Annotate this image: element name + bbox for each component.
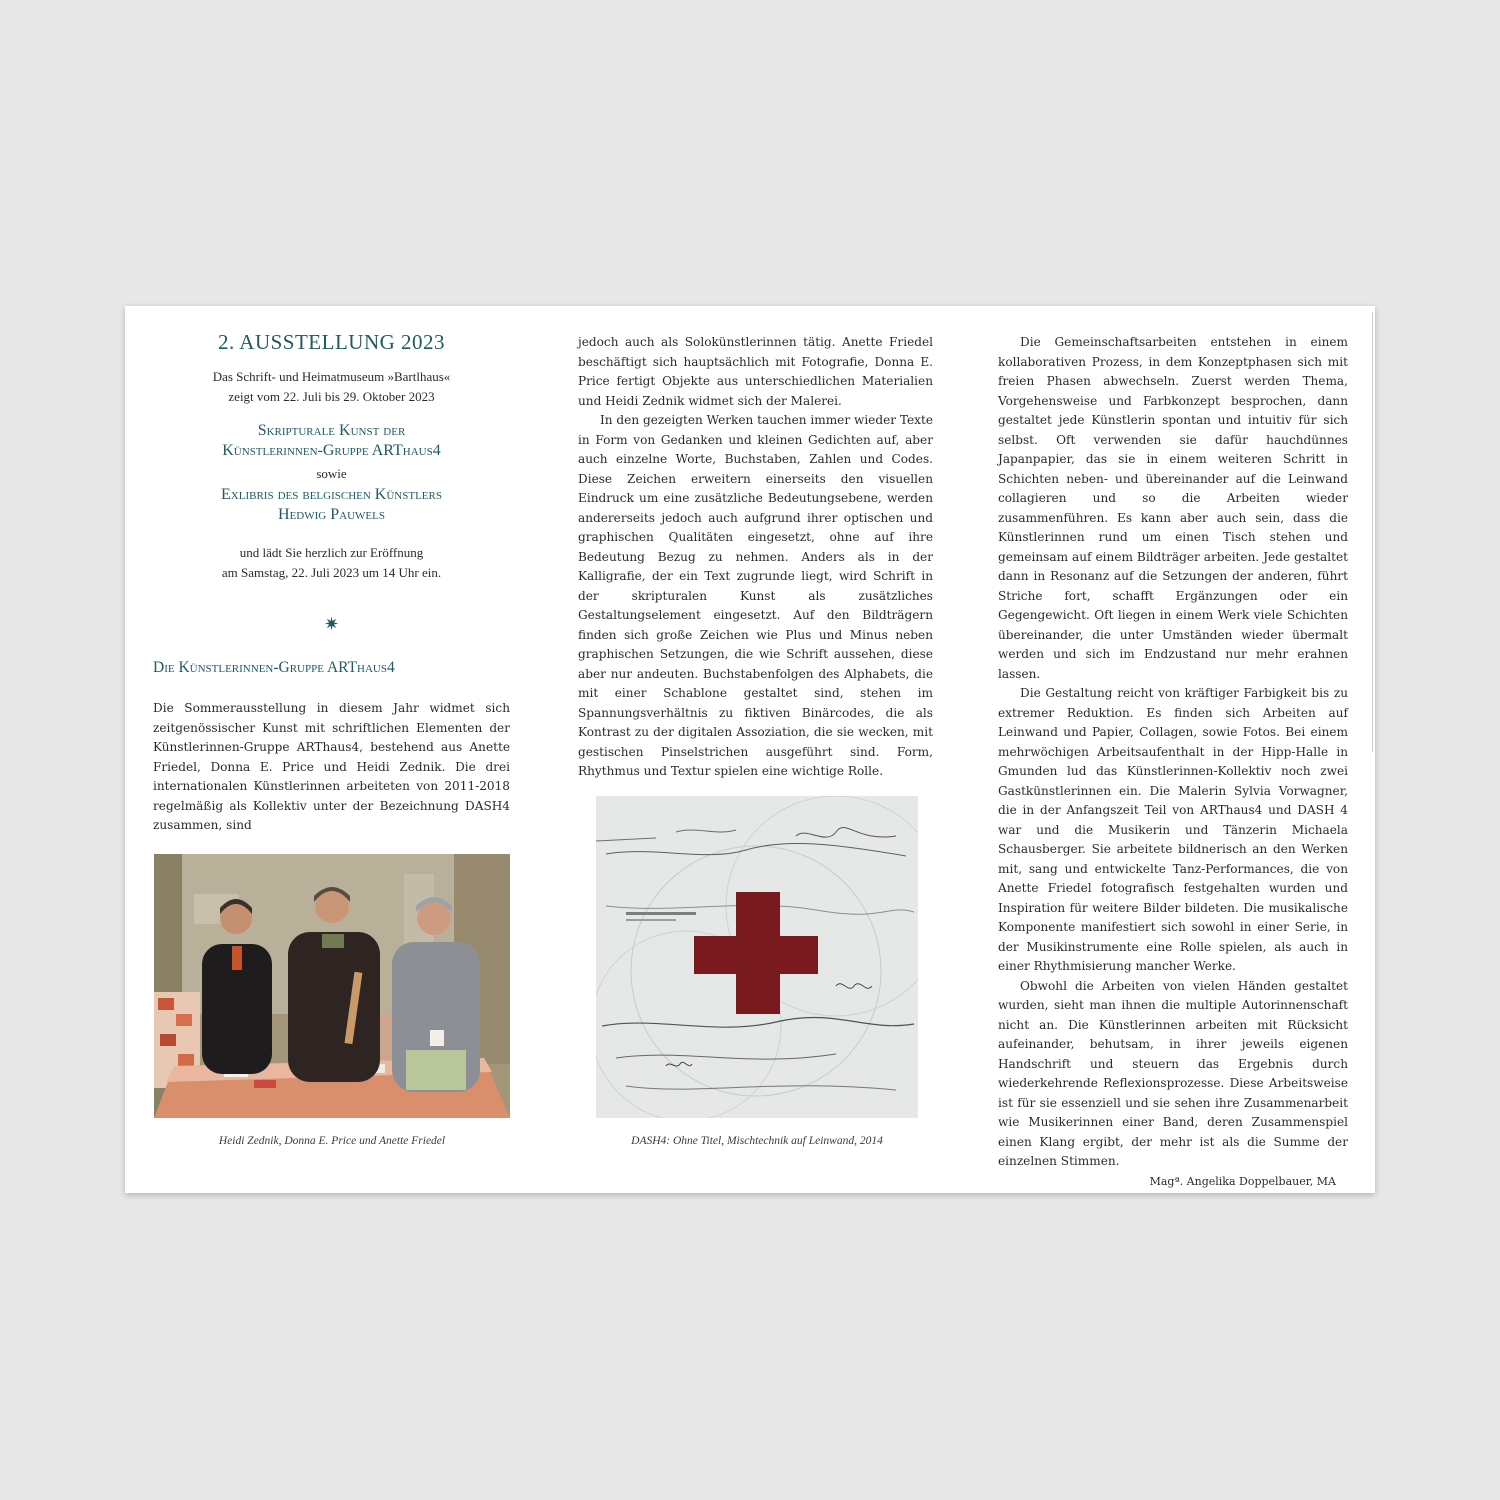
title1-line2: Künstlerinnen-Gruppe ARThaus4 [222, 442, 441, 459]
title1-line1: Skripturale Kunst der [257, 422, 406, 439]
title2-line2: Hedwig Pauwels [278, 506, 385, 523]
artists-photo [154, 854, 510, 1118]
page-edge [1372, 312, 1373, 752]
right-paragraph-3: Obwohl die Arbeiten von vielen Händen gestaltet wurden, sieht man ihnen die multiple Autorinnenschaft nicht an. Die Künstlerinnen arbeiten mit Rücksicht aufeinander, behutsam, in ihrer jeweils eigenen Handschrift und steuern das Ergebnis durch wiederkehrende Reflexionsprozesse. Diese Arbeitsweise ist für sie essenziell und sie sehen ihre Zusammenarbeit wie Musikerinnen einer Band, deren Zusammenspiel einen Klang ergibt, der mehr ist als die Summe der einzelnen Stimmen. [998, 978, 1348, 1168]
artwork-caption: DASH4: Ohne Titel, Mischtechnik auf Leinwand, 2014 [631, 1135, 883, 1147]
column-middle [578, 333, 933, 782]
museum-intro-line2: zeigt vom 22. Juli bis 29. Oktober 2023 [228, 388, 435, 404]
title2-line1: Exlibris des belgischen Künstlers [221, 486, 442, 503]
invite-line1: und lädt Sie herzlich zur Eröffnung [239, 545, 424, 560]
column-right [998, 333, 1348, 1188]
star-ornament-icon: ✷ [323, 614, 340, 634]
author-signature: Magª. Angelika Doppelbauer, MA [1149, 1174, 1336, 1188]
artists-photo-caption: Heidi Zednik, Donna E. Price und Anette Friedel [218, 1135, 446, 1147]
brochure-spread [125, 306, 1375, 1193]
column-left [153, 330, 510, 836]
right-paragraph-2: Die Gestaltung reicht von kräftiger Farbigkeit bis zu extremer Reduktion. Es finden sich Arbeiten auf Leinwand und Papier, Collagen, sowie Fotos. Bei einem mehrwöchigen Arbeitsaufenthalt in der Hipp-Halle in Gmunden lud das Künstlerinnen-Kollektiv noch zwei Gastkünstlerinnen ein. Die Malerin Sylvia Vorwagner, die in der Anfangszeit Teil von ARThaus4 und DASH 4 war und die Musikerin und Tänzerin Michaela Schausberger. Sie arbeitete bildnerisch an den Werken mit, sang und entwickelte Tanz-Performances, die von Anette Friedel fotografisch festgehalten wurden und Inspiration für weitere Bilder bildeten. Die musikalische Komponente manifestiert sich sowohl in einer Serie, in der Musikinstrumente eine Rolle spielen, als auch in einer Rhythmisierung mancher Werke. [998, 686, 1348, 973]
middle-paragraph-2: In den gezeigten Werken tauchen immer wieder Texte in Form von Gedanken und kleinen Gedichten auf, aber auch einzelne Worte, Buchstaben, Zahlen und Codes. Diese Zeichen erweitern einerseits den visuellen Eindruck um eine zusätzliche Bedeutungsebene, werden andererseits jedoch auch aufgrund ihrer optischen und graphischen Qualitäten eingesetzt, ohne auf ihre Bedeutung Bezug zu nehmen. Anders als in der Kalligrafie, der ein Text zugrunde liegt, wird Schrift in der skripturalen Kunst als zusätzliches Gestaltungselement eingesetzt. Auf den Bildträgern finden sich große Zeichen wie Plus und Minus neben graphischen Setzungen, die wie Schrift aussehen, diese aber nur andeuten. Buchstabenfolgen des Alphabets, die mit einer Schablone gestaltet sind, stehen im Spannungsverhältnis zu fiktiven Binärcodes, die als Kontrast zu der digitalen Assoziation, die sie wecken, mit gestischen Pinselstrichen ausgeführt sind. Form, Rhythmus und Textur spielen eine wichtige Rolle. [578, 413, 933, 778]
invite-line2: am Samstag, 22. Juli 2023 um 14 Uhr ein. [221, 564, 442, 580]
exhibition-heading: 2. AUSSTELLUNG 2023 [217, 330, 446, 354]
sowie-text: sowie [316, 466, 347, 481]
intro-paragraph: Die Sommerausstellung in diesem Jahr widmet sich zeitgenössischer Kunst mit schriftlichen Elementen der Künstlerinnen-Gruppe ARThaus4, bestehend aus Anette Friedel, Donna E. Price und Heidi Zednik. Die drei internationalen Künstlerinnen arbeiteten von 2011-2018 regelmäßig als Kollektiv unter der Bezeichnung DASH4 zusammen, sind [153, 701, 510, 832]
right-paragraph-1: Die Gemeinschaftsarbeiten entstehen in einem kollaborativen Prozess, in dem Konzeptphasen sich mit freien Phasen abwechseln. Zuerst werden Thema, Vorgehensweise und Farbkonzept besprochen, dann gestaltet jede Künstlerin spontan und intuitiv für sich selbst. Oft verwenden sie dafür hauchdünnes Japanpapier, das sie in einem weiteren Schritt in Schichten neben- und übereinander auf die Leinwand collagieren und so die Arbeiten wieder zusammenführen. Es kann aber auch sein, dass die Künstlerinnen rund um einen Tisch stehen und gemeinsam auf einem Bildträger arbeiten. Jede gestaltet dann in Resonanz auf die Setzungen der anderen, führt Striche fort, schafft Ergänzungen oder ein Gegengewicht. Oft liegen in einem Werk viele Schichten übereinander, die unter Umständen wieder übermalt werden und sich im Endzustand nur mehr erahnen lassen. [998, 335, 1348, 681]
middle-paragraph-1: jedoch auch als Solokünstlerinnen tätig. Anette Friedel beschäftigt sich hauptsächlich mit Fotografie, Donna E. Price fertigt Objekte aus unterschiedlichen Materialien und Heidi Zednik widmet sich der Malerei. [578, 335, 933, 408]
artwork-image [596, 796, 918, 1118]
section-heading: Die Künstlerinnen-Gruppe ARThaus4 [153, 659, 395, 676]
museum-intro-line1: Das Schrift- und Heimatmuseum »Bartlhaus« [212, 369, 451, 384]
